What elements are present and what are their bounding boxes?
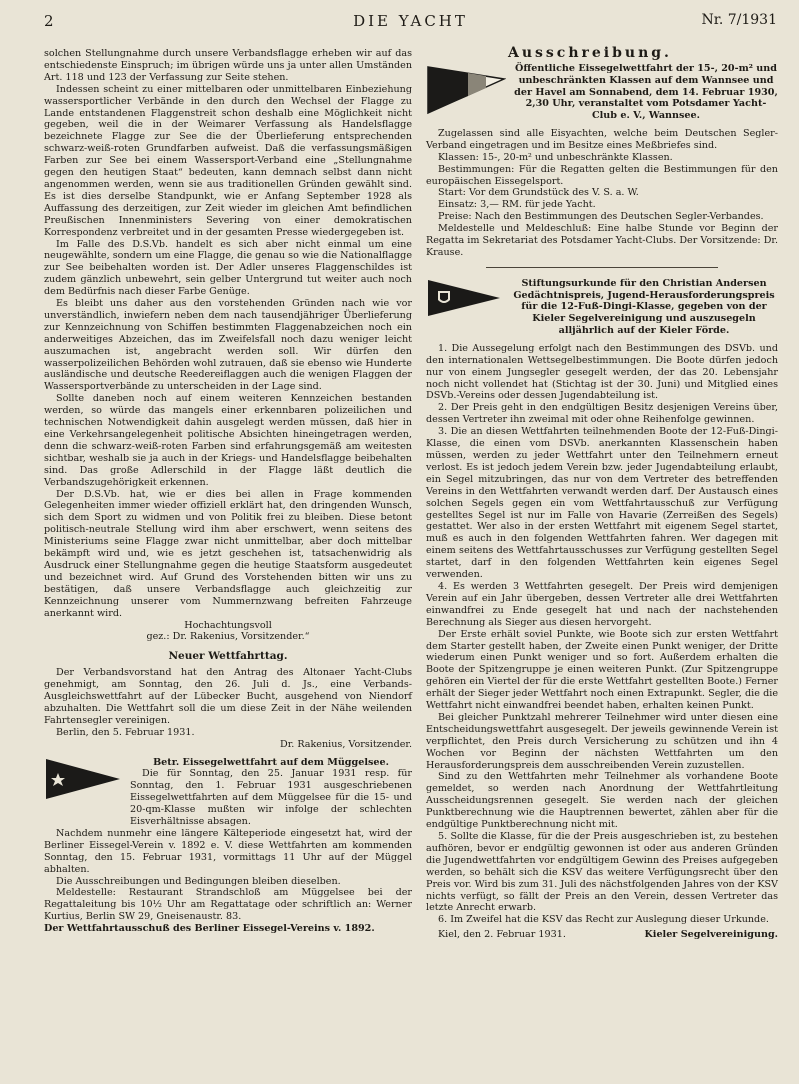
paragraph: Es bleibt uns daher aus den vorstehenden Gründen nach wie vor unverständlich, inwiefern neben dem nach tausendjähriger Überlieferung zur Kennzeichnung von Schiffen bestimmten Flaggenabzeichen noch ein anderweitiges Abzeichen, das im Zweifelsfall noch dazu weniger leicht auszumachen ist, angebracht werden soll. Wir dürfen den wasserpolizeilichen Behörden wohl zutrauen, daß sie ebenso wie Hunderte ausländische und deutsche Reedereiflaggen auch die wenigen Flaggen der Wassersportverbände zu unterscheiden in der Lage sind. (44, 298, 412, 393)
paragraph: Meldestelle: Restaurant Strandschloß am Müggelsee bei der Regattaleitung bis 10½ Uhr am Regattatage oder schriftlich an: Werner Kurtius, Berlin SW 29, Gneisenaustr. 83. (44, 887, 412, 923)
journal-title: DIE YACHT (353, 12, 468, 30)
page-number: 2 (44, 12, 54, 30)
paragraph: Sind zu den Wettfahrten mehr Teilnehmer als vorhandene Boote gemeldet, so werden nach Anordnung der Wettfahrtleitung Ausscheidungsrennen gesegelt. Sie werden nach der gleichen Punktberechnung wie die Hauptrennen bewertet, zählen aber für die endgültige Punktberechnung nicht mit. (426, 771, 778, 831)
section-title-mueggelsee: Betr. Eissegelwettfahrt auf dem Müggelsee. (153, 756, 389, 768)
stiftung-header (426, 278, 778, 337)
paragraph: Zugelassen sind alle Eisyachten, welche beim Deutschen Segler-Verband eingetragen und im Besitze eines Meßbriefes sind. (426, 127, 778, 151)
stiftung-headline: Stiftungsurkunde für den Christian Andersen Gedächtnispreis, Jugend-Herausforderungspreis für die 12-Fuß-Dingi-Klasse, gegeben von der Kieler Segelvereinigung und auszusegeln alljährlich auf der Kieler Förde. (513, 277, 775, 337)
paragraph: Der Verbandsvorstand hat den Antrag des Altonaer Yacht-Clubs genehmigt, am Sonntag, den 26. Juli d. Js., eine Verbands-Ausgleichswettfahrt auf der Lübecker Bucht, ausgehend von Niendorf abzuhalten. Die Wettfahrt soll die um diese Zeit in der Nähe weilenden Fahrtensegler vereinigen. (44, 667, 412, 726)
ausschreibung-header (426, 63, 778, 122)
paragraph: Der D.S.Vb. hat, wie er dies bei allen in Frage kommenden Gelegenheiten immer wieder offiziell erklärt hat, den dringenden Wunsch, sich dem Sport zu widmen und von Politik frei zu bleiben. Diese betont politisch-neutrale Stellung wird ihm aber erschwert, wenn seitens des Ministeriums seine Flagge zwar nicht unmittelbar, aber doch mittelbar bekämpft wird und, wie es jetzt geschehen ist, tatsachenwidrig als Ausdruck einer Stellungnahme gegen die heutige Staatsform ausgedeutet und bezeichnet wird. Auf Grund des Vorstehenden bitten wir uns zu bestätigen, daß unsere Verbandsflagge auch gleichzeitig zur Kennzeichnung unserer vom Nummernzwang befreiten Fahrzeuge anerkannt wird. (44, 488, 412, 619)
left-column (44, 48, 412, 935)
right-column (426, 45, 778, 941)
paragraph: 3. Die an diesen Wettfahrten teilnehmenden Boote der 12-Fuß-Dingi-Klasse, die einen vom DSVb. anerkannten Klassenschein haben müssen, werden zu jeder Wettfahrt unter den Teilnehmern erneut verlost. Es ist jedoch jedem Verein bzw. jeder Jugendabteilung erlaubt, ein Segel mitzubringen, das nur von dem Vertreter des betreffenden Vereins in den Wettfahrten verwandt werden darf. Der Austausch eines solchen Segels gegen ein vom Wettfahrtausschuß zur Verfügung gestelltes Segel ist nur im Falle von Havarie (Zerreißen des Segels) gestattet. Wer also in der ersten Wettfahrt mit eigenem Segel startet, muß es auch in den folgenden Wettfahrten fahren. Wer dagegen mit einem seitens des Wettfahrtausschusses zur Verfügung gestellten Segel startet, darf in den folgenden Wettfahrten kein eigenes Segel verwenden. (426, 426, 778, 581)
page-header (44, 10, 777, 34)
section-title-ausschreibung: Ausschreibung. (508, 45, 672, 61)
paragraph: Start: Vor dem Grundstück des V. S. a. W. (438, 187, 639, 199)
paragraph: solchen Stellungnahme durch unsere Verbandsflagge erheben wir auf das entschiedenste Einspruch; im übrigen würde uns ja unter allen Umständen Art. 118 und 123 der Verfassung zur Seite stehen. (44, 48, 412, 83)
paragraph: 2. Der Preis geht in den endgültigen Besitz desjenigen Vereins über, dessen Vertreter ihn zweimal mit oder ohne Reihenfolge gewinnen. (426, 402, 778, 426)
club-pennant-emblem-icon (426, 278, 502, 318)
paragraph: Bei gleicher Punktzahl mehrerer Teilnehmer wird unter diesen eine Entscheidungswettfahrt ausgesegelt. Der jeweils gewinnende Verein ist verpflichtet, den Preis durch Versicherung zu schützen und ihn 4 Wochen vor Beginn der nächsten Wettfahrten um den Herausforderungspreis dem ausschreibenden Verein zuzustellen. (426, 711, 778, 771)
signature-line: Der Wettfahrtausschuß des Berliner Eissegel-Vereins v. 1892. (44, 923, 375, 935)
paragraph: Meldestelle und Meldeschluß: Eine halbe Stunde vor Beginn der Regatta im Sekretariat des Potsdamer Yacht-Clubs. Der Vorsitzende: Dr. Krause. (426, 223, 778, 258)
paragraph: Die für Sonntag, den 25. Januar 1931 resp. für Sonntag, den 1. Februar 1931 ausgeschriebenen Eissegelwettfahrten auf dem Müggelsee für die 15- und 20-qm-Klasse mußten wir infolge der schlechten Eisverhältnisse absagen. (130, 768, 412, 827)
paragraph: Der Erste erhält soviel Punkte, wie Boote sich zur ersten Wettfahrt dem Starter gestellt haben, der Zweite einen Punkt weniger, der Dritte wiederum einen Punkt weniger und so fort. Außerdem erhalten die Boote der Spitzengruppe je einen weiteren Punkt. (Zur Spitzengruppe gehören ein Viertel der für die erste Wettfahrt gestellten Boote.) Ferner erhält der Sieger jeder Wettfahrt noch einen Extrapunkt. Segler, die die Wettfahrt nicht einwandfrei beendet haben, erhalten keinen Punkt. (426, 628, 778, 712)
ausschreibung-headline: Öffentliche Eissegelwettfahrt der 15-, 20-m² und unbeschränkten Klassen auf dem Wannsee und der Havel am Sonnabend, dem 14. Februar 1930, 2,30 Uhr, veranstaltet vom Potsdamer Yacht-Club e. V., Wannsee. (514, 62, 778, 122)
paragraph: Sollte daneben noch auf einem weiteren Kennzeichen bestanden werden, so würde das mangels einer erkennbaren polizeilichen und technischen Notwendigkeit dahin ausgelegt werden müssen, daß hier in eine Verkehrsangelegenheit politische Absichten hineingetragen werden, denn die schwarz-weiß-roten Farben sind erfahrungsgemäß am weitesten sichtbar, weshalb sie ja auch in der Kriegs- und Handelsflagge beibehalten sind. Das große Adlerschild in der Flagge läßt deutlich die Verbandszugehörigkeit erkennen. (44, 393, 412, 488)
paragraph: 4. Es werden 3 Wettfahrten gesegelt. Der Preis wird demjenigen Verein auf ein Jahr übergeben, dessen Vertreter alle drei Wettfahrten einwandfrei zu Ende gesegelt hat und nach der nachstehenden Berechnung als Sieger aus diesen hervorgeht. (426, 580, 778, 628)
club-pennant-star-icon (44, 757, 122, 801)
paragraph: Indessen scheint zu einer mittelbaren oder unmittelbaren Einbeziehung wassersportlicher Verbände in den durch den Wechsel der Flagge zu Lande entstandenen Flaggenstreit schon deshalb eine Möglichkeit nicht gegeben, weil die in der Weimarer Verfassung als Handelsflagge bezeichnete Flagge zur See die der Überlieferung entsprechenden schwarz-weiß-roten Grundfarben aufweist. Daß die verfassungsmäßigen Farben zur See bei einem Wassersport-Verband eine „Stellungnahme gegen den heutigen Staat“ bedeuten, kann demnach selbst dann nicht angenommen werden, wenn sie aus traditionellen Gründen gewählt sind. Es ist dies derselbe Standpunkt, wie er Anfang September 1928 als Auffassung des derzeitigen, zur Zeit wieder im gleichen Amt befindlichen Preußischen Innenministers Severing von einer demokratischen Korrespondenz verbreitet und in der gesamten Presse wiedergegeben ist. (44, 83, 412, 238)
closing-signature: gez.: Dr. Rakenius, Vorsitzender.“ (146, 631, 310, 643)
signature-line: Kieler Segelvereinigung. (644, 929, 778, 941)
paragraph: Preise: Nach den Bestimmungen des Deutschen Segler-Verbandes. (438, 211, 764, 223)
paragraph: Bestimmungen: Für die Regatten gelten die Bestimmungen für den europäischen Eissegelsport. (426, 163, 778, 187)
date-line: Berlin, den 5. Februar 1931. (56, 726, 195, 738)
closing-line: Hochachtungsvoll (184, 619, 272, 631)
paragraph: Einsatz: 3,— RM. für jede Yacht. (438, 199, 596, 211)
paragraph: Klassen: 15-, 20-m² und unbeschränkte Klassen. (438, 151, 673, 163)
divider (486, 267, 718, 268)
paragraph: Nachdem nunmehr eine längere Kälteperiode eingesetzt hat, wird der Berliner Eissegel-Verein v. 1892 e. V. diese Wettfahrten am kommenden Sonntag, den 15. Februar 1931, vormittags 11 Uhr auf der Müggel abhalten. (44, 827, 412, 875)
date-line: Kiel, den 2. Februar 1931. (438, 929, 566, 941)
paragraph: Im Falle des D.S.Vb. handelt es sich aber nicht einmal um eine neugewählte, sondern um eine Flagge, die genau so wie die Nationalflagge zur See beibehalten worden ist. Der Adler unseres Flaggenschildes ist zudem gänzlich unbewehrt, sein gelber Untergrund tut weiter auch noch dem Bedürfnis nach dieser Farbe Genüge. (44, 238, 412, 298)
mueggel-notice (44, 757, 412, 828)
paragraph: 6. Im Zweifel hat die KSV das Recht zur Auslegung dieser Urkunde. (438, 914, 769, 926)
kiel-signature-row (426, 929, 778, 941)
paragraph: 5. Sollte die Klasse, für die der Preis ausgeschrieben ist, zu bestehen aufhören, bevor er endgültig gewonnen ist oder aus anderen Gründen die Jugendwettfahrten vor endgültigem Gewinn des Preises aufgegeben werden, so behält sich die KSV das weitere Verfügungsrecht über den Preis vor. Wird bis zum 31. Juli des nächstfolgenden Jahres von der KSV nichts verfügt, so fällt der Preis an den Verein, dessen Vertreter das letzte Anrecht erwarb. (426, 831, 778, 914)
signature-line: Dr. Rakenius, Vorsitzender. (280, 738, 412, 750)
issue-number: Nr. 7/1931 (701, 12, 777, 28)
section-title-neuer-wettfahrttag: Neuer Wettfahrttag. (168, 650, 288, 663)
paragraph: 1. Die Aussegelung erfolgt nach den Bestimmungen des DSVb. und den internationalen Wettsegelbestimmungen. Die Boote dürfen jedoch nur von einem Jungsegler gesegelt werden, der das 20. Lebensjahr noch nicht vollendet hat (Stichtag ist der 30. Juni) und Mitglied eines DSVb.-Vereins oder dessen Jugendabteilung ist. (426, 342, 778, 402)
paragraph: Die Ausschreibungen und Bedingungen bleiben dieselben. (56, 875, 341, 887)
club-pennant-icon (426, 63, 506, 117)
